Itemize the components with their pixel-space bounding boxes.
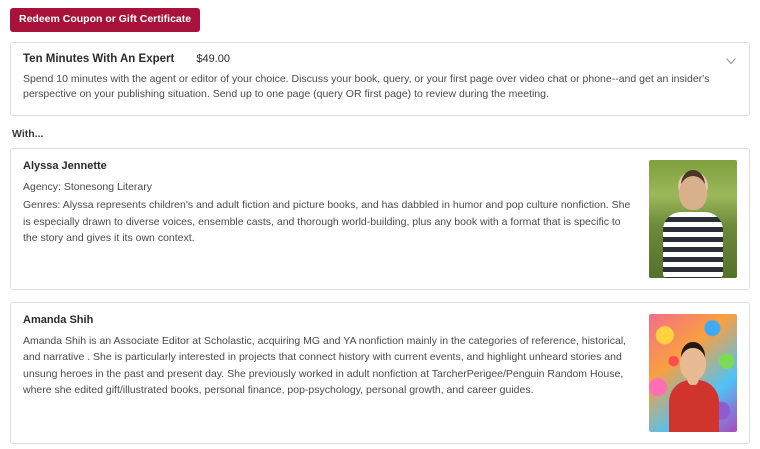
- photo-alyssa-jennette: [649, 160, 737, 278]
- event-title: Ten Minutes With An Expert: [23, 52, 175, 65]
- event-card: [10, 42, 750, 117]
- with-label: With...: [12, 128, 44, 141]
- person-card-amanda-shih: [10, 302, 750, 444]
- event-description: Spend 10 minutes with the agent or editor of your choice. Discuss your book, query, or your first page over video chat or phone--and get an insider's perspective on your publishing situation. Send up to one page (query OR first page) to review during the meeting.: [23, 72, 710, 101]
- person-card-alyssa-jennette: [10, 148, 750, 290]
- person-genres: Genres: Alyssa represents children's and adult fiction and picture books, and has dabbled in humor and pop culture nonfiction. She is especially drawn to diverse voices, ensemble casts, and thorough world-building, plus any book with a format that is specific to the story and gives it its own context.: [23, 199, 631, 244]
- person-name: Alyssa Jennette: [23, 160, 107, 173]
- event-price: $49.00: [196, 52, 230, 65]
- chevron-down-icon[interactable]: [725, 55, 737, 67]
- redeem-coupon-button[interactable]: Redeem Coupon or Gift Certificate: [10, 8, 200, 32]
- person-bio: Amanda Shih is an Associate Editor at Scholastic, acquiring MG and YA nonfiction mainly in the categories of reference, historical, and narrative . She is particularly interested in projects that connect history with current events, and highlight unheard stories and unsung heroes in the past and present day. She previously worked in adult nonfiction at TarcherPerigee/Penguin Random House, where she edited gift/illustrated books, personal finance, pop-psychology, personal growth, and career guides.: [23, 335, 627, 396]
- event-header: [23, 53, 737, 65]
- photo-amanda-shih: [649, 314, 737, 432]
- person-agency: Agency: Stonesong Literary: [23, 181, 152, 194]
- person-name: Amanda Shih: [23, 314, 94, 327]
